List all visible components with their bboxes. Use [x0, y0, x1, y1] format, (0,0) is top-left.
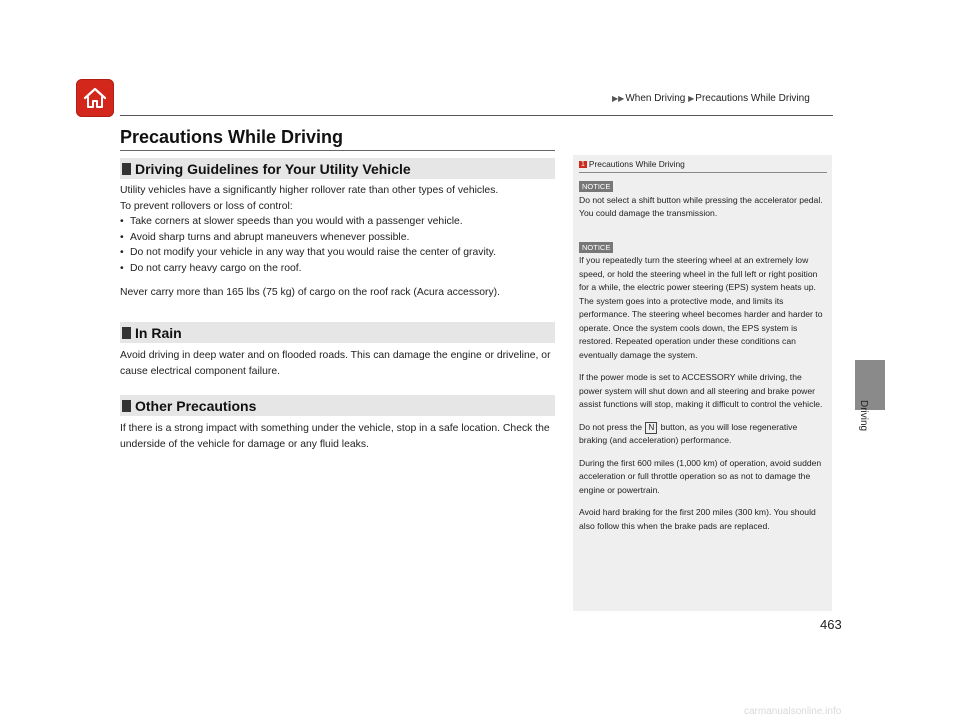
- section-body-other-precautions: [120, 421, 560, 452]
- list-item: • Do not carry heavy cargo on the roof.: [120, 261, 560, 277]
- watermark: carmanualsonline.info: [744, 706, 842, 717]
- sidebar-paragraph: [579, 421, 827, 448]
- list-item: • Avoid sharp turns and abrupt maneuvers whenever possible.: [120, 230, 560, 246]
- list-item: • Do not modify your vehicle in any way that you would raise the center of gravity.: [120, 245, 560, 261]
- section-heading-other-precautions: [120, 395, 555, 416]
- paragraph: To prevent rollovers or loss of control:: [120, 200, 293, 212]
- sidebar-paragraph: Avoid hard braking for the first 200 miles (300 km). You should also follow this when the brake pads are replaced.: [579, 507, 816, 531]
- list-item: • Take corners at slower speeds than you would with a passenger vehicle.: [120, 214, 560, 230]
- sidebar-title[interactable]: [579, 159, 685, 169]
- notice-text: Do not select a shift button while pressing the accelerator pedal. You could damage the transmission.: [579, 194, 823, 218]
- section-body-utility-vehicle: [120, 183, 560, 301]
- breadcrumb-item-when-driving[interactable]: When Driving: [625, 93, 686, 104]
- sidebar-text: button, as you will lose regenerative braking (and acceleration) performance.: [579, 421, 798, 445]
- section-marker-icon: [122, 163, 131, 175]
- header-divider: [120, 115, 833, 116]
- home-button[interactable]: [76, 79, 114, 117]
- section-marker-icon: [122, 400, 131, 412]
- breadcrumb: [612, 93, 810, 104]
- paragraph: Never carry more than 165 lbs (75 kg) of cargo on the roof rack (Acura accessory).: [120, 287, 500, 298]
- paragraph: Avoid driving in deep water and on flooded roads. This can damage the engine or driveline, or cause electrical component failure.: [120, 350, 551, 377]
- title-divider: [120, 150, 555, 151]
- section-heading-utility-vehicle: [120, 158, 555, 179]
- page-number: 463: [820, 617, 842, 632]
- sidebar-divider: [579, 172, 827, 173]
- section-heading-in-rain: [120, 322, 555, 343]
- notice-badge: NOTICE: [579, 181, 613, 192]
- neutral-button-icon: N: [645, 422, 657, 434]
- bullet-list: [120, 214, 560, 276]
- reference-number-badge: 1: [581, 161, 585, 168]
- sidebar-title-text: Precautions While Driving: [588, 159, 685, 169]
- section-heading-text: In Rain: [135, 324, 182, 341]
- home-icon: [82, 86, 108, 110]
- breadcrumb-arrow-icon: ▶▶: [612, 94, 625, 103]
- sidebar-notes: [573, 155, 832, 611]
- sidebar-text: Do not press the: [579, 421, 643, 432]
- notice-text: If you repeatedly turn the steering wheel at an extremely low speed, or hold the steering wheel in the full left or right position for a while, the electric power steering (EPS) system heats up. The system goes into a protective mode, and limits its performance. The steering wheel becomes harder and harder to operate. Once the system cools down, the EPS system is restored. Repeated operation under these conditions can eventually damage the system.: [579, 255, 823, 360]
- paragraph: If there is a strong impact with something under the vehicle, stop in a safe location. Check the underside of the vehicle for damage or any fluid leaks.: [120, 423, 550, 450]
- paragraph: Utility vehicles have a significantly higher rollover rate than other types of vehicles.: [120, 185, 499, 196]
- section-body-in-rain: [120, 348, 560, 379]
- chapter-tab-label: Driving: [858, 400, 869, 432]
- breadcrumb-item-precautions[interactable]: Precautions While Driving: [695, 93, 810, 104]
- notice-badge: NOTICE: [579, 242, 613, 253]
- page-title: Precautions While Driving: [120, 127, 344, 147]
- section-heading-text: Other Precautions: [135, 397, 257, 414]
- sidebar-paragraph: During the first 600 miles (1,000 km) of operation, avoid sudden acceleration or full throttle operation so as not to damage the engine or powertrain.: [579, 457, 822, 495]
- breadcrumb-arrow-icon: ▶: [688, 94, 695, 103]
- sidebar-paragraph: If the power mode is set to ACCESSORY while driving, the power system will shut down and all steering and brake power assist functions will stop, making it difficult to control the vehicle.: [579, 372, 823, 409]
- sidebar-body: [579, 179, 827, 542]
- section-marker-icon: [122, 327, 131, 339]
- section-heading-text: Driving Guidelines for Your Utility Vehicle: [135, 160, 411, 177]
